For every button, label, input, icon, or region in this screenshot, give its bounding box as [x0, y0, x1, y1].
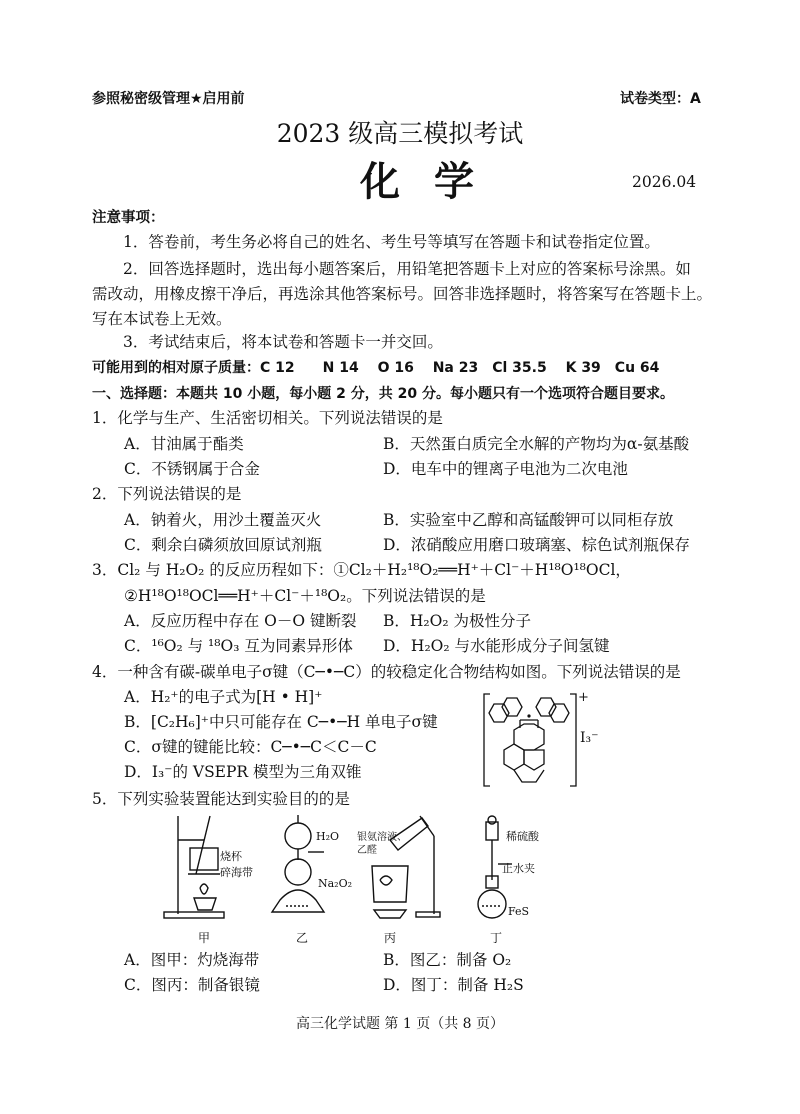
note-item: 1．答卷前，考生务必将自己的姓名、考生号等填写在答题卡和试卷指定位置。: [123, 233, 660, 251]
caption-jia: 甲: [198, 931, 211, 945]
q1-option-a: A．甘油属于酯类: [124, 435, 244, 453]
notes-heading: 注意事项：: [92, 210, 165, 226]
exam-title: 2023 级高三模拟考试: [276, 119, 524, 148]
q2-option-a: A．钠着火，用沙土覆盖灭火: [124, 511, 322, 529]
atomic-masses: 可能用到的相对原子质量：C 12 N 14 O 16 Na 23 Cl 35.5 K 39 Cu 64: [92, 360, 660, 376]
caption-yi: 乙: [296, 931, 309, 945]
exam-date: 2026.04: [632, 173, 697, 191]
subject-title: 化学: [360, 158, 508, 205]
q4-option-d: D．I₃⁻的 VSEPR 模型为三角双锥: [124, 763, 362, 781]
figure-charge: +: [578, 690, 589, 705]
label-kelp: 碎海带: [220, 866, 253, 879]
q1-option-d: D．电车中的锂离子电池为二次电池: [383, 460, 628, 478]
question-5-stem: 5．下列实验装置能达到实验目的的是: [92, 790, 350, 808]
q2-option-b: B．实验室中乙醇和高锰酸钾可以同柜存放: [383, 511, 674, 529]
question-1-stem: 1．化学与生产、生活密切相关。下列说法错误的是: [92, 409, 443, 427]
q3-option-c: C．¹⁶O₂ 与 ¹⁸O₃ 互为同素异形体: [124, 637, 353, 655]
caption-bing: 丙: [384, 931, 397, 945]
question-2-stem: 2．下列说法错误的是: [92, 485, 242, 503]
q3-option-a: A．反应历程中存在 O－O 键断裂: [124, 612, 357, 630]
note-item: 写在本试卷上无效。: [92, 310, 232, 328]
q1-option-b: B．天然蛋白质完全水解的产物均为α-氨基酸: [383, 435, 690, 453]
q2-option-c: C．剩余白磷须放回原试剂瓶: [124, 536, 322, 554]
paper-type-label: 试卷类型：A: [620, 91, 701, 107]
molecule-structure-diagram: [482, 690, 592, 790]
apparatus-yi-diagram: [268, 810, 338, 925]
note-item: 2．回答选择题时，选出每小题答案后，用铅笔把答题卡上对应的答案标号涂黑。如: [123, 260, 691, 278]
q4-option-b: B．[C₂H₆]⁺中只可能存在 C─•─H 单电子σ键: [124, 713, 438, 731]
label-water: H₂O: [316, 830, 340, 843]
caption-ding: 丁: [490, 931, 503, 945]
q5-option-a: A．图甲：灼烧海带: [124, 951, 260, 969]
note-item: 3．考试结束后，将本试卷和答题卡一并交回。: [123, 333, 443, 351]
label-sodium-peroxide: Na₂O₂: [318, 877, 353, 890]
label-stop-clamp: 止水夹: [502, 862, 535, 875]
q5-option-d: D．图丁：制备 H₂S: [383, 976, 524, 994]
question-3-stem-line2: ②H¹⁸O¹⁸OCl══H⁺＋Cl⁻＋¹⁸O₂。下列说法错误的是: [124, 587, 486, 605]
label-beaker: 烧杯: [220, 850, 242, 863]
label-reagent-line1: 银氨溶液、: [357, 832, 407, 843]
q3-option-b: B．H₂O₂ 为极性分子: [383, 612, 531, 630]
page-footer: 高三化学试题 第 1 页（共 8 页）: [295, 1016, 505, 1032]
note-item: 需改动，用橡皮擦干净后，再选涂其他答案标号。回答非选择题时，将答案写在答题卡上。: [92, 285, 713, 303]
q5-option-c: C．图丙：制备银镜: [124, 976, 260, 994]
q4-option-a: A．H₂⁺的电子式为[H • H]⁺: [124, 688, 323, 706]
question-4-stem: 4．一种含有碳-碳单电子σ键（C─•─C）的较稳定化合物结构如图。下列说法错误的是: [92, 663, 681, 681]
q3-option-d: D．H₂O₂ 与水能形成分子间氢键: [383, 637, 610, 655]
label-reagent-line2: 乙醛: [357, 845, 377, 856]
label-dilute-sulfuric-acid: 稀硫酸: [506, 830, 539, 843]
question-3-stem-line1: 3．Cl₂ 与 H₂O₂ 的反应历程如下：①Cl₂＋H₂¹⁸O₂══H⁺＋Cl⁻＋H¹⁸O¹⁸OCl，: [92, 561, 631, 579]
q4-option-c: C．σ键的键能比较：C─•─C＜C－C: [124, 738, 377, 756]
q5-option-b: B．图乙：制备 O₂: [383, 951, 512, 969]
q2-option-d: D．浓硝酸应用磨口玻璃塞、棕色试剂瓶保存: [383, 536, 690, 554]
confidential-label: 参照秘密级管理★启用前: [92, 91, 245, 107]
figure-counterion: I₃⁻: [580, 730, 599, 746]
section-heading: 一、选择题：本题共 10 小题，每小题 2 分，共 20 分。每小题只有一个选项符合题目要求。: [92, 386, 674, 402]
q1-option-c: C．不锈钢属于合金: [124, 460, 260, 478]
label-ferrous-sulfide: FeS: [508, 905, 530, 918]
